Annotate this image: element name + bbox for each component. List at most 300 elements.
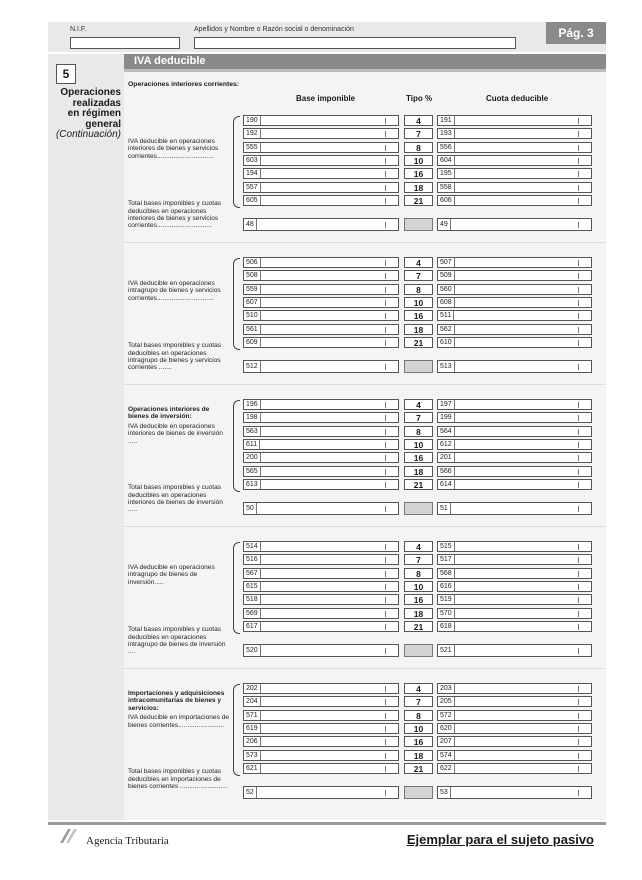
cuota-deducible-field[interactable] bbox=[437, 608, 592, 619]
decimal-tick bbox=[385, 506, 386, 512]
decimal-tick bbox=[385, 158, 386, 164]
decimal-tick bbox=[385, 686, 386, 692]
tipo-rate: 10 bbox=[404, 297, 433, 308]
base-imponible-field[interactable] bbox=[243, 115, 399, 126]
tipo-rate: 21 bbox=[404, 195, 433, 206]
box-code: 48 bbox=[244, 219, 257, 230]
total-description: Total bases imponibles y cuotas deducibles en operaciones intragrupo de bienes y servicios corrientes ....... bbox=[128, 342, 222, 372]
decimal-tick bbox=[578, 415, 579, 421]
box-code: 510 bbox=[244, 311, 261, 320]
base-imponible-field[interactable] bbox=[243, 182, 399, 193]
cuota-deducible-field[interactable] bbox=[437, 257, 592, 268]
box-code: 202 bbox=[244, 684, 261, 693]
box-code: 513 bbox=[438, 361, 455, 372]
box-code: 199 bbox=[438, 413, 455, 422]
box-code: 567 bbox=[244, 569, 261, 578]
box-code: 621 bbox=[244, 764, 261, 773]
decimal-tick bbox=[578, 584, 579, 590]
section-heading: Operaciones interiores de bienes de inversión: bbox=[128, 406, 210, 421]
cuota-deducible-field[interactable] bbox=[437, 182, 592, 193]
base-imponible-field[interactable] bbox=[243, 750, 399, 761]
decimal-tick bbox=[385, 429, 386, 435]
base-imponible-field[interactable] bbox=[243, 270, 399, 281]
box-code: 50 bbox=[244, 503, 257, 514]
side-panel bbox=[48, 54, 124, 820]
box-code: 204 bbox=[244, 697, 261, 706]
total-cuota-field[interactable] bbox=[437, 360, 592, 373]
decimal-tick bbox=[385, 442, 386, 448]
base-imponible-field[interactable] bbox=[243, 723, 399, 734]
total-cuota-field[interactable] bbox=[437, 786, 592, 799]
total-description: Total bases imponibles y cuotas deducibles en operaciones interiores de bienes de inversión ..... bbox=[128, 484, 223, 514]
base-imponible-field[interactable] bbox=[243, 155, 399, 166]
tipo-rate: 10 bbox=[404, 439, 433, 450]
tipo-rate: 7 bbox=[404, 554, 433, 565]
section-desc-text: IVA deducible en operaciones intragrupo de bienes y servicios corrientes............................... bbox=[128, 280, 221, 302]
decimal-tick bbox=[385, 185, 386, 191]
decimal-tick bbox=[578, 699, 579, 705]
decimal-tick bbox=[578, 222, 579, 228]
cuota-deducible-field[interactable] bbox=[437, 426, 592, 437]
decimal-tick bbox=[385, 300, 386, 306]
box-code: 555 bbox=[244, 143, 261, 152]
tipo-rate: 18 bbox=[404, 750, 433, 761]
decimal-tick bbox=[578, 327, 579, 333]
base-imponible-field[interactable] bbox=[243, 541, 399, 552]
decimal-tick bbox=[385, 273, 386, 279]
tipo-rate: 18 bbox=[404, 324, 433, 335]
footer-line bbox=[48, 822, 606, 825]
box-code: 604 bbox=[438, 156, 455, 165]
box-code: 615 bbox=[244, 582, 261, 591]
tipo-rate: 10 bbox=[404, 155, 433, 166]
box-code: 560 bbox=[438, 285, 455, 294]
decimal-tick bbox=[578, 455, 579, 461]
tipo-rate: 16 bbox=[404, 310, 433, 321]
agency-logo-icon bbox=[58, 827, 80, 845]
base-imponible-field[interactable] bbox=[243, 128, 399, 139]
decimal-tick bbox=[385, 171, 386, 177]
base-imponible-field[interactable] bbox=[243, 581, 399, 592]
box-code: 556 bbox=[438, 143, 455, 152]
box-code: 197 bbox=[438, 400, 455, 409]
decimal-tick bbox=[385, 699, 386, 705]
total-cuota-field[interactable] bbox=[437, 218, 592, 231]
base-imponible-field[interactable] bbox=[243, 399, 399, 410]
box-code: 571 bbox=[244, 711, 261, 720]
decimal-tick bbox=[578, 300, 579, 306]
decimal-tick bbox=[385, 713, 386, 719]
cuota-deducible-field[interactable] bbox=[437, 683, 592, 694]
section-description bbox=[128, 690, 232, 729]
decimal-tick bbox=[385, 145, 386, 151]
decimal-tick bbox=[385, 222, 386, 228]
tipo-rate: 4 bbox=[404, 683, 433, 694]
nif-field[interactable] bbox=[70, 37, 180, 49]
cuota-deducible-field[interactable] bbox=[437, 270, 592, 281]
box-code: 603 bbox=[244, 156, 261, 165]
base-imponible-field[interactable] bbox=[243, 297, 399, 308]
total-base-field[interactable] bbox=[243, 360, 399, 373]
tipo-rate: 8 bbox=[404, 426, 433, 437]
group-brace bbox=[233, 258, 240, 350]
box-code: 190 bbox=[244, 116, 261, 125]
box-code: 517 bbox=[438, 555, 455, 564]
box-code: 619 bbox=[244, 724, 261, 733]
total-cuota-field[interactable] bbox=[437, 502, 592, 515]
cuota-deducible-field[interactable] bbox=[437, 439, 592, 450]
total-description: Total bases imponibles y cuotas deducibles en importaciones de bienes corrientes .......................... bbox=[128, 768, 228, 790]
base-imponible-field[interactable] bbox=[243, 452, 399, 463]
box-code: 514 bbox=[244, 542, 261, 551]
decimal-tick bbox=[578, 790, 579, 796]
decimal-tick bbox=[578, 340, 579, 346]
decimal-tick bbox=[578, 624, 579, 630]
tipo-rate: 7 bbox=[404, 412, 433, 423]
total-description: Total bases imponibles y cuotas deducibles en operaciones interiores de bienes y servicios corrientes.............................. bbox=[128, 200, 222, 230]
decimal-tick bbox=[578, 611, 579, 617]
decimal-tick bbox=[385, 482, 386, 488]
decimal-tick bbox=[578, 402, 579, 408]
box-code: 618 bbox=[438, 622, 455, 631]
decimal-tick bbox=[385, 260, 386, 266]
cuota-deducible-field[interactable] bbox=[437, 554, 592, 565]
tipo-rate: 4 bbox=[404, 399, 433, 410]
tipo-rate: 16 bbox=[404, 452, 433, 463]
section-desc-text: IVA deducible en operaciones interiores de bienes de inversión ..... bbox=[128, 422, 223, 445]
base-imponible-field[interactable] bbox=[243, 439, 399, 450]
cuota-deducible-field[interactable] bbox=[437, 168, 592, 179]
section-description bbox=[128, 406, 232, 445]
side-title bbox=[49, 88, 121, 141]
base-imponible-field[interactable] bbox=[243, 412, 399, 423]
cuota-deducible-field[interactable] bbox=[437, 155, 592, 166]
side-subtitle: (Continuación) bbox=[55, 129, 121, 140]
copy-label: Ejemplar para el sujeto pasivo bbox=[406, 832, 594, 847]
box-code: 509 bbox=[438, 271, 455, 280]
group-brace bbox=[233, 542, 240, 634]
box-code: 566 bbox=[438, 467, 455, 476]
base-imponible-field[interactable] bbox=[243, 195, 399, 206]
cuota-deducible-field[interactable] bbox=[437, 696, 592, 707]
cuota-deducible-field[interactable] bbox=[437, 479, 592, 490]
base-imponible-field[interactable] bbox=[243, 621, 399, 632]
section-separator bbox=[124, 384, 606, 385]
tipo-empty-cell bbox=[404, 786, 433, 799]
tipo-rate: 16 bbox=[404, 594, 433, 605]
tipo-rate: 4 bbox=[404, 257, 433, 268]
tipo-rate: 18 bbox=[404, 466, 433, 477]
box-code: 613 bbox=[244, 480, 261, 489]
decimal-tick bbox=[578, 482, 579, 488]
nif-label: N.I.F. bbox=[70, 26, 87, 33]
name-label: Apellidos y Nombre o Razón social o denominación bbox=[194, 26, 354, 33]
decimal-tick bbox=[578, 648, 579, 654]
tipo-rate: 8 bbox=[404, 568, 433, 579]
tipo-rate: 4 bbox=[404, 115, 433, 126]
decimal-tick bbox=[385, 648, 386, 654]
section-desc-text: IVA deducible en importaciones de bienes corrientes......................... bbox=[128, 714, 230, 729]
decimal-tick bbox=[578, 260, 579, 266]
cuota-deducible-field[interactable] bbox=[437, 452, 592, 463]
section-description bbox=[128, 564, 232, 586]
box-code: 611 bbox=[244, 440, 260, 449]
box-code: 511 bbox=[438, 311, 454, 320]
cuota-deducible-field[interactable] bbox=[437, 310, 592, 321]
box-code: 610 bbox=[438, 338, 455, 347]
decimal-tick bbox=[578, 158, 579, 164]
total-base-field[interactable] bbox=[243, 502, 399, 515]
base-imponible-field[interactable] bbox=[243, 736, 399, 747]
cuota-deducible-field[interactable] bbox=[437, 142, 592, 153]
tipo-rate: 21 bbox=[404, 621, 433, 632]
name-field[interactable] bbox=[194, 37, 516, 49]
page-number: Pág. 3 bbox=[546, 22, 606, 44]
box-code: 562 bbox=[438, 325, 455, 334]
box-code: 516 bbox=[244, 555, 261, 564]
box-code: 558 bbox=[438, 183, 455, 192]
box-code: 606 bbox=[438, 196, 455, 205]
cuota-deducible-field[interactable] bbox=[437, 466, 592, 477]
section-number: 5 bbox=[56, 64, 76, 84]
decimal-tick bbox=[385, 753, 386, 759]
base-imponible-field[interactable] bbox=[243, 554, 399, 565]
box-code: 192 bbox=[244, 129, 261, 138]
base-imponible-field[interactable] bbox=[243, 168, 399, 179]
decimal-tick bbox=[578, 273, 579, 279]
box-code: 614 bbox=[438, 480, 455, 489]
box-code: 561 bbox=[244, 325, 261, 334]
group-brace bbox=[233, 400, 240, 492]
tipo-rate: 10 bbox=[404, 581, 433, 592]
base-imponible-field[interactable] bbox=[243, 479, 399, 490]
side-title-line: Operaciones bbox=[60, 87, 121, 98]
tipo-rate: 18 bbox=[404, 608, 433, 619]
section-separator bbox=[124, 668, 606, 669]
decimal-tick bbox=[578, 131, 579, 137]
box-code: 622 bbox=[438, 764, 455, 773]
decimal-tick bbox=[385, 571, 386, 577]
decimal-tick bbox=[578, 753, 579, 759]
cuota-deducible-field[interactable] bbox=[437, 128, 592, 139]
box-code: 617 bbox=[244, 622, 261, 631]
cuota-deducible-field[interactable] bbox=[437, 337, 592, 348]
base-imponible-field[interactable] bbox=[243, 568, 399, 579]
total-description: Total bases imponibles y cuotas deducibles en operaciones intragrupo de bienes de inversión .... bbox=[128, 626, 226, 656]
section-description bbox=[128, 280, 232, 302]
cuota-deducible-field[interactable] bbox=[437, 541, 592, 552]
box-code: 574 bbox=[438, 751, 455, 760]
box-code: 612 bbox=[438, 440, 455, 449]
decimal-tick bbox=[578, 313, 579, 319]
decimal-tick bbox=[385, 726, 386, 732]
col-base-header: Base imponible bbox=[296, 94, 356, 103]
box-code: 196 bbox=[244, 400, 261, 409]
tipo-rate: 21 bbox=[404, 479, 433, 490]
decimal-tick bbox=[578, 429, 579, 435]
section-description bbox=[128, 138, 232, 160]
tipo-empty-cell bbox=[404, 502, 433, 515]
box-code: 52 bbox=[244, 787, 257, 798]
cuota-deducible-field[interactable] bbox=[437, 399, 592, 410]
tipo-rate: 18 bbox=[404, 182, 433, 193]
box-code: 508 bbox=[244, 271, 261, 280]
cuota-deducible-field[interactable] bbox=[437, 568, 592, 579]
decimal-tick bbox=[385, 198, 386, 204]
decimal-tick bbox=[578, 364, 579, 370]
decimal-tick bbox=[385, 790, 386, 796]
box-code: 519 bbox=[438, 595, 455, 604]
decimal-tick bbox=[385, 455, 386, 461]
header-bar bbox=[48, 22, 606, 52]
box-code: 206 bbox=[244, 737, 261, 746]
box-code: 195 bbox=[438, 169, 455, 178]
decimal-tick bbox=[385, 557, 386, 563]
cuota-deducible-field[interactable] bbox=[437, 736, 592, 747]
base-imponible-field[interactable] bbox=[243, 763, 399, 774]
tipo-rate: 16 bbox=[404, 168, 433, 179]
decimal-tick bbox=[385, 131, 386, 137]
base-imponible-field[interactable] bbox=[243, 696, 399, 707]
box-code: 564 bbox=[438, 427, 455, 436]
box-code: 608 bbox=[438, 298, 455, 307]
box-code: 565 bbox=[244, 467, 261, 476]
box-code: 568 bbox=[438, 569, 455, 578]
decimal-tick bbox=[385, 544, 386, 550]
tipo-empty-cell bbox=[404, 644, 433, 657]
box-code: 515 bbox=[438, 542, 455, 551]
cuota-deducible-field[interactable] bbox=[437, 115, 592, 126]
box-code: 573 bbox=[244, 751, 261, 760]
cuota-deducible-field[interactable] bbox=[437, 763, 592, 774]
decimal-tick bbox=[578, 118, 579, 124]
cuota-deducible-field[interactable] bbox=[437, 297, 592, 308]
decimal-tick bbox=[385, 739, 386, 745]
box-code: 194 bbox=[244, 169, 261, 178]
section-title: IVA deducible bbox=[124, 54, 606, 69]
decimal-tick bbox=[578, 686, 579, 692]
decimal-tick bbox=[578, 145, 579, 151]
cuota-deducible-field[interactable] bbox=[437, 195, 592, 206]
total-base-field[interactable] bbox=[243, 786, 399, 799]
base-imponible-field[interactable] bbox=[243, 337, 399, 348]
decimal-tick bbox=[578, 571, 579, 577]
decimal-tick bbox=[578, 469, 579, 475]
tipo-empty-cell bbox=[404, 360, 433, 373]
cuota-deducible-field[interactable] bbox=[437, 324, 592, 335]
group-brace bbox=[233, 684, 240, 776]
decimal-tick bbox=[385, 327, 386, 333]
box-code: 53 bbox=[438, 787, 451, 798]
decimal-tick bbox=[578, 185, 579, 191]
col-tipo-header: Tipo % bbox=[406, 94, 433, 103]
decimal-tick bbox=[385, 287, 386, 293]
decimal-tick bbox=[385, 624, 386, 630]
base-imponible-field[interactable] bbox=[243, 608, 399, 619]
total-base-field[interactable] bbox=[243, 218, 399, 231]
decimal-tick bbox=[385, 597, 386, 603]
tipo-rate: 7 bbox=[404, 696, 433, 707]
section-heading: Importaciones y adquisiciones intracomunitarias de bienes y servicios: bbox=[128, 690, 225, 712]
box-code: 521 bbox=[438, 645, 455, 656]
side-title-line: general bbox=[85, 118, 121, 130]
decimal-tick bbox=[385, 611, 386, 617]
tipo-rate: 8 bbox=[404, 710, 433, 721]
tipo-rate: 8 bbox=[404, 142, 433, 153]
box-code: 198 bbox=[244, 413, 261, 422]
box-code: 570 bbox=[438, 609, 455, 618]
box-code: 569 bbox=[244, 609, 261, 618]
base-imponible-field[interactable] bbox=[243, 683, 399, 694]
base-imponible-field[interactable] bbox=[243, 710, 399, 721]
total-cuota-field[interactable] bbox=[437, 644, 592, 657]
box-code: 518 bbox=[244, 595, 261, 604]
tipo-rate: 7 bbox=[404, 270, 433, 281]
total-base-field[interactable] bbox=[243, 644, 399, 657]
box-code: 193 bbox=[438, 129, 455, 138]
tipo-rate: 4 bbox=[404, 541, 433, 552]
decimal-tick bbox=[385, 402, 386, 408]
decimal-tick bbox=[578, 506, 579, 512]
cuota-deducible-field[interactable] bbox=[437, 710, 592, 721]
decimal-tick bbox=[578, 171, 579, 177]
cuota-deducible-field[interactable] bbox=[437, 284, 592, 295]
box-code: 557 bbox=[244, 183, 261, 192]
decimal-tick bbox=[385, 584, 386, 590]
tipo-rate: 10 bbox=[404, 723, 433, 734]
decimal-tick bbox=[385, 415, 386, 421]
intro-heading: Operaciones interiores corrientes: bbox=[128, 81, 240, 88]
box-code: 607 bbox=[244, 298, 261, 307]
section-desc-text: IVA deducible en operaciones intragrupo de bienes de inversión..... bbox=[128, 564, 215, 586]
cuota-deducible-field[interactable] bbox=[437, 750, 592, 761]
cuota-deducible-field[interactable] bbox=[437, 621, 592, 632]
decimal-tick bbox=[385, 118, 386, 124]
base-imponible-field[interactable] bbox=[243, 310, 399, 321]
base-imponible-field[interactable] bbox=[243, 324, 399, 335]
decimal-tick bbox=[578, 557, 579, 563]
decimal-tick bbox=[578, 544, 579, 550]
tipo-rate: 16 bbox=[404, 736, 433, 747]
cuota-deducible-field[interactable] bbox=[437, 412, 592, 423]
cuota-deducible-field[interactable] bbox=[437, 594, 592, 605]
section-separator bbox=[124, 242, 606, 243]
box-code: 616 bbox=[438, 582, 455, 591]
box-code: 512 bbox=[244, 361, 261, 372]
base-imponible-field[interactable] bbox=[243, 257, 399, 268]
base-imponible-field[interactable] bbox=[243, 466, 399, 477]
cuota-deducible-field[interactable] bbox=[437, 723, 592, 734]
decimal-tick bbox=[385, 364, 386, 370]
box-code: 200 bbox=[244, 453, 261, 462]
col-cuota-header: Cuota deducible bbox=[486, 94, 549, 103]
base-imponible-field[interactable] bbox=[243, 426, 399, 437]
tipo-rate: 21 bbox=[404, 337, 433, 348]
group-brace bbox=[233, 116, 240, 208]
base-imponible-field[interactable] bbox=[243, 594, 399, 605]
cuota-deducible-field[interactable] bbox=[437, 581, 592, 592]
agency-name: Agencia Tributaria bbox=[86, 835, 169, 847]
section-separator bbox=[124, 526, 606, 527]
base-imponible-field[interactable] bbox=[243, 284, 399, 295]
box-code: 559 bbox=[244, 285, 261, 294]
base-imponible-field[interactable] bbox=[243, 142, 399, 153]
decimal-tick bbox=[578, 726, 579, 732]
box-code: 191 bbox=[438, 116, 455, 125]
tipo-rate: 21 bbox=[404, 763, 433, 774]
side-title-line: en régimen bbox=[67, 108, 121, 119]
tipo-rate: 8 bbox=[404, 284, 433, 295]
